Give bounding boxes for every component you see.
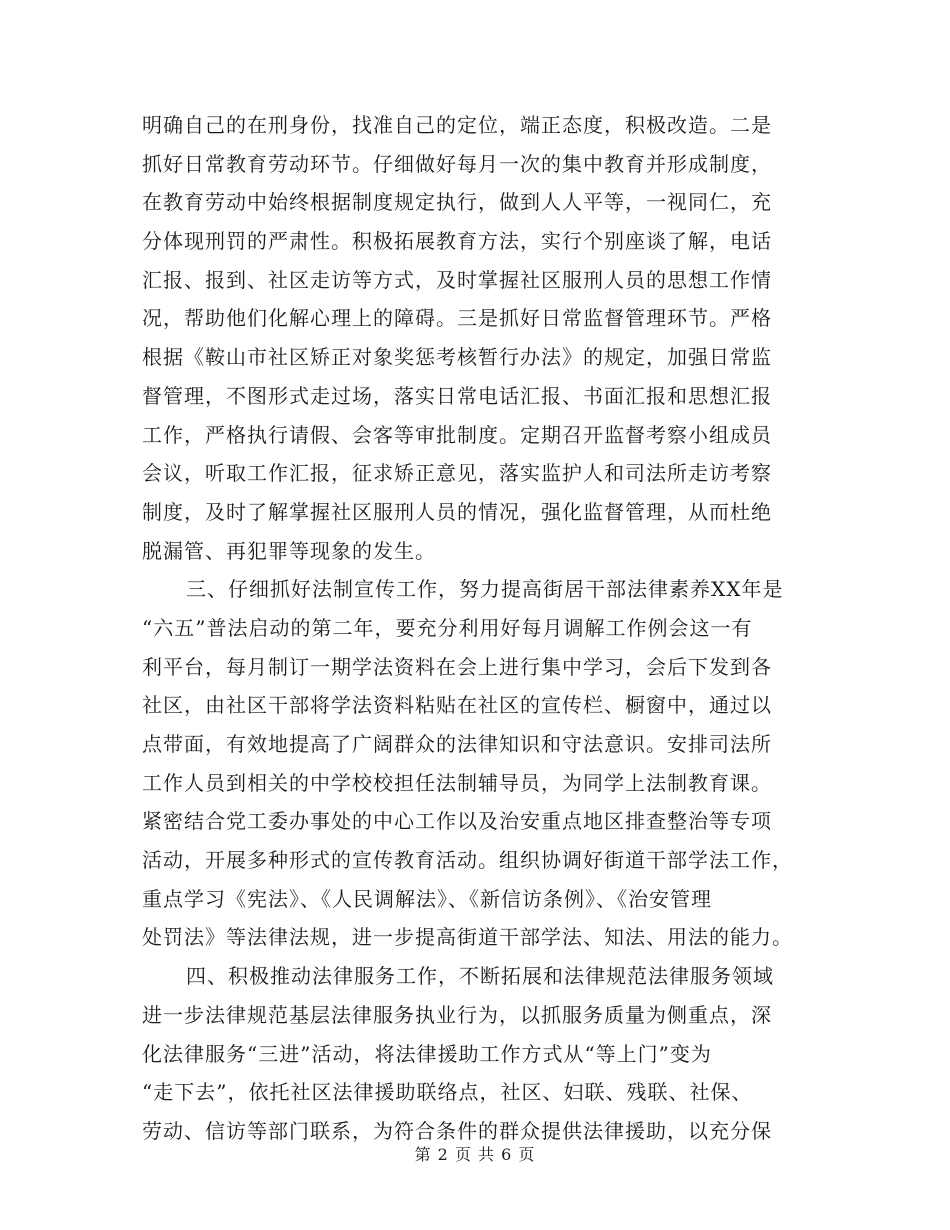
text-line: 分体现刑罚的严肃性。积极拓展教育方法，实行个别座谈了解，电话	[142, 229, 772, 254]
text-line: 脱漏管、再犯罪等现象的发生。	[142, 538, 436, 563]
page-number-footer: 第 2 页 共 6 页	[414, 1145, 536, 1164]
text-line: 况，帮助他们化解心理上的障碍。三是抓好日常监督管理环节。严格	[142, 306, 772, 331]
text-line: 活动，开展多种形式的宣传教育活动。组织协调好街道干部学法工作，	[142, 848, 793, 873]
text-line: 汇报、报到、社区走访等方式，及时掌握社区服刑人员的思想工作情	[142, 267, 772, 292]
text-line: 抓好日常教育劳动环节。仔细做好每月一次的集中教育并形成制度，	[142, 151, 772, 176]
text-line: 社区，由社区干部将学法资料粘贴在社区的宣传栏、橱窗中，通过以	[142, 693, 772, 718]
text-line: 制度，及时了解掌握社区服刑人员的情况，强化监督管理，从而杜绝	[142, 499, 772, 524]
section-heading-line: 四、积极推动法律服务工作，不断拓展和法律规范法律服务领域	[186, 964, 774, 989]
text-line: “走下去”，依托社区法律援助联络点，社区、妇联、残联、社保、	[142, 1080, 753, 1105]
text-line: 会议，听取工作汇报，征求矫正意见，落实监护人和司法所走访考察	[142, 461, 772, 486]
text-line: 工作，严格执行请假、会客等审批制度。定期召开监督考察小组成员	[142, 422, 772, 447]
text-line: 点带面，有效地提高了广阔群众的法律知识和守法意识。安排司法所	[142, 732, 772, 756]
text-line: 利平台，每月制订一期学法资料在会上进行集中学习，会后下发到各	[142, 654, 772, 679]
text-line: “六五”普法启动的第二年，要充分利用好每月调解工作例会这一有	[142, 615, 753, 640]
text-line: 在教育劳动中始终根据制度规定执行，做到人人平等，一视同仁，充	[142, 190, 772, 215]
text-line: 劳动、信访等部门联系，为符合条件的群众提供法律援助，以充分保	[142, 1118, 772, 1143]
text-line: 明确自己的在刑身份，找准自己的定位，端正态度，积极改造。二是	[142, 113, 772, 137]
document-body	[142, 106, 812, 1151]
text-line: 化法律服务“三进”活动，将法律援助工作方式从“等上门”变为	[142, 1041, 712, 1066]
text-line: 进一步法律规范基层法律服务执业行为，以抓服务质量为侧重点，深	[142, 1002, 772, 1027]
text-line: 紧密结合党工委办事处的中心工作以及治安重点地区排查整治等专项	[142, 809, 772, 834]
text-line: 根据《鞍山市社区矫正对象奖惩考核暂行办法》的规定，加强日常监	[142, 345, 772, 370]
text-line: 督管理，不图形式走过场，落实日常电话汇报、书面汇报和思想汇报	[142, 383, 772, 408]
text-line: 处罚法》等法律法规，进一步提高街道干部学法、知法、用法的能力。	[142, 925, 793, 950]
text-line: 重点学习《宪法》、《人民调解法》、《新信访条例》、《治安管理	[142, 886, 712, 911]
text-line: 工作人员到相关的中学校校担任法制辅导员，为同学上法制教育课。	[142, 770, 772, 795]
section-heading-line: 三、仔细抓好法制宣传工作，努力提高街居干部法律素养XX年是	[186, 577, 784, 602]
